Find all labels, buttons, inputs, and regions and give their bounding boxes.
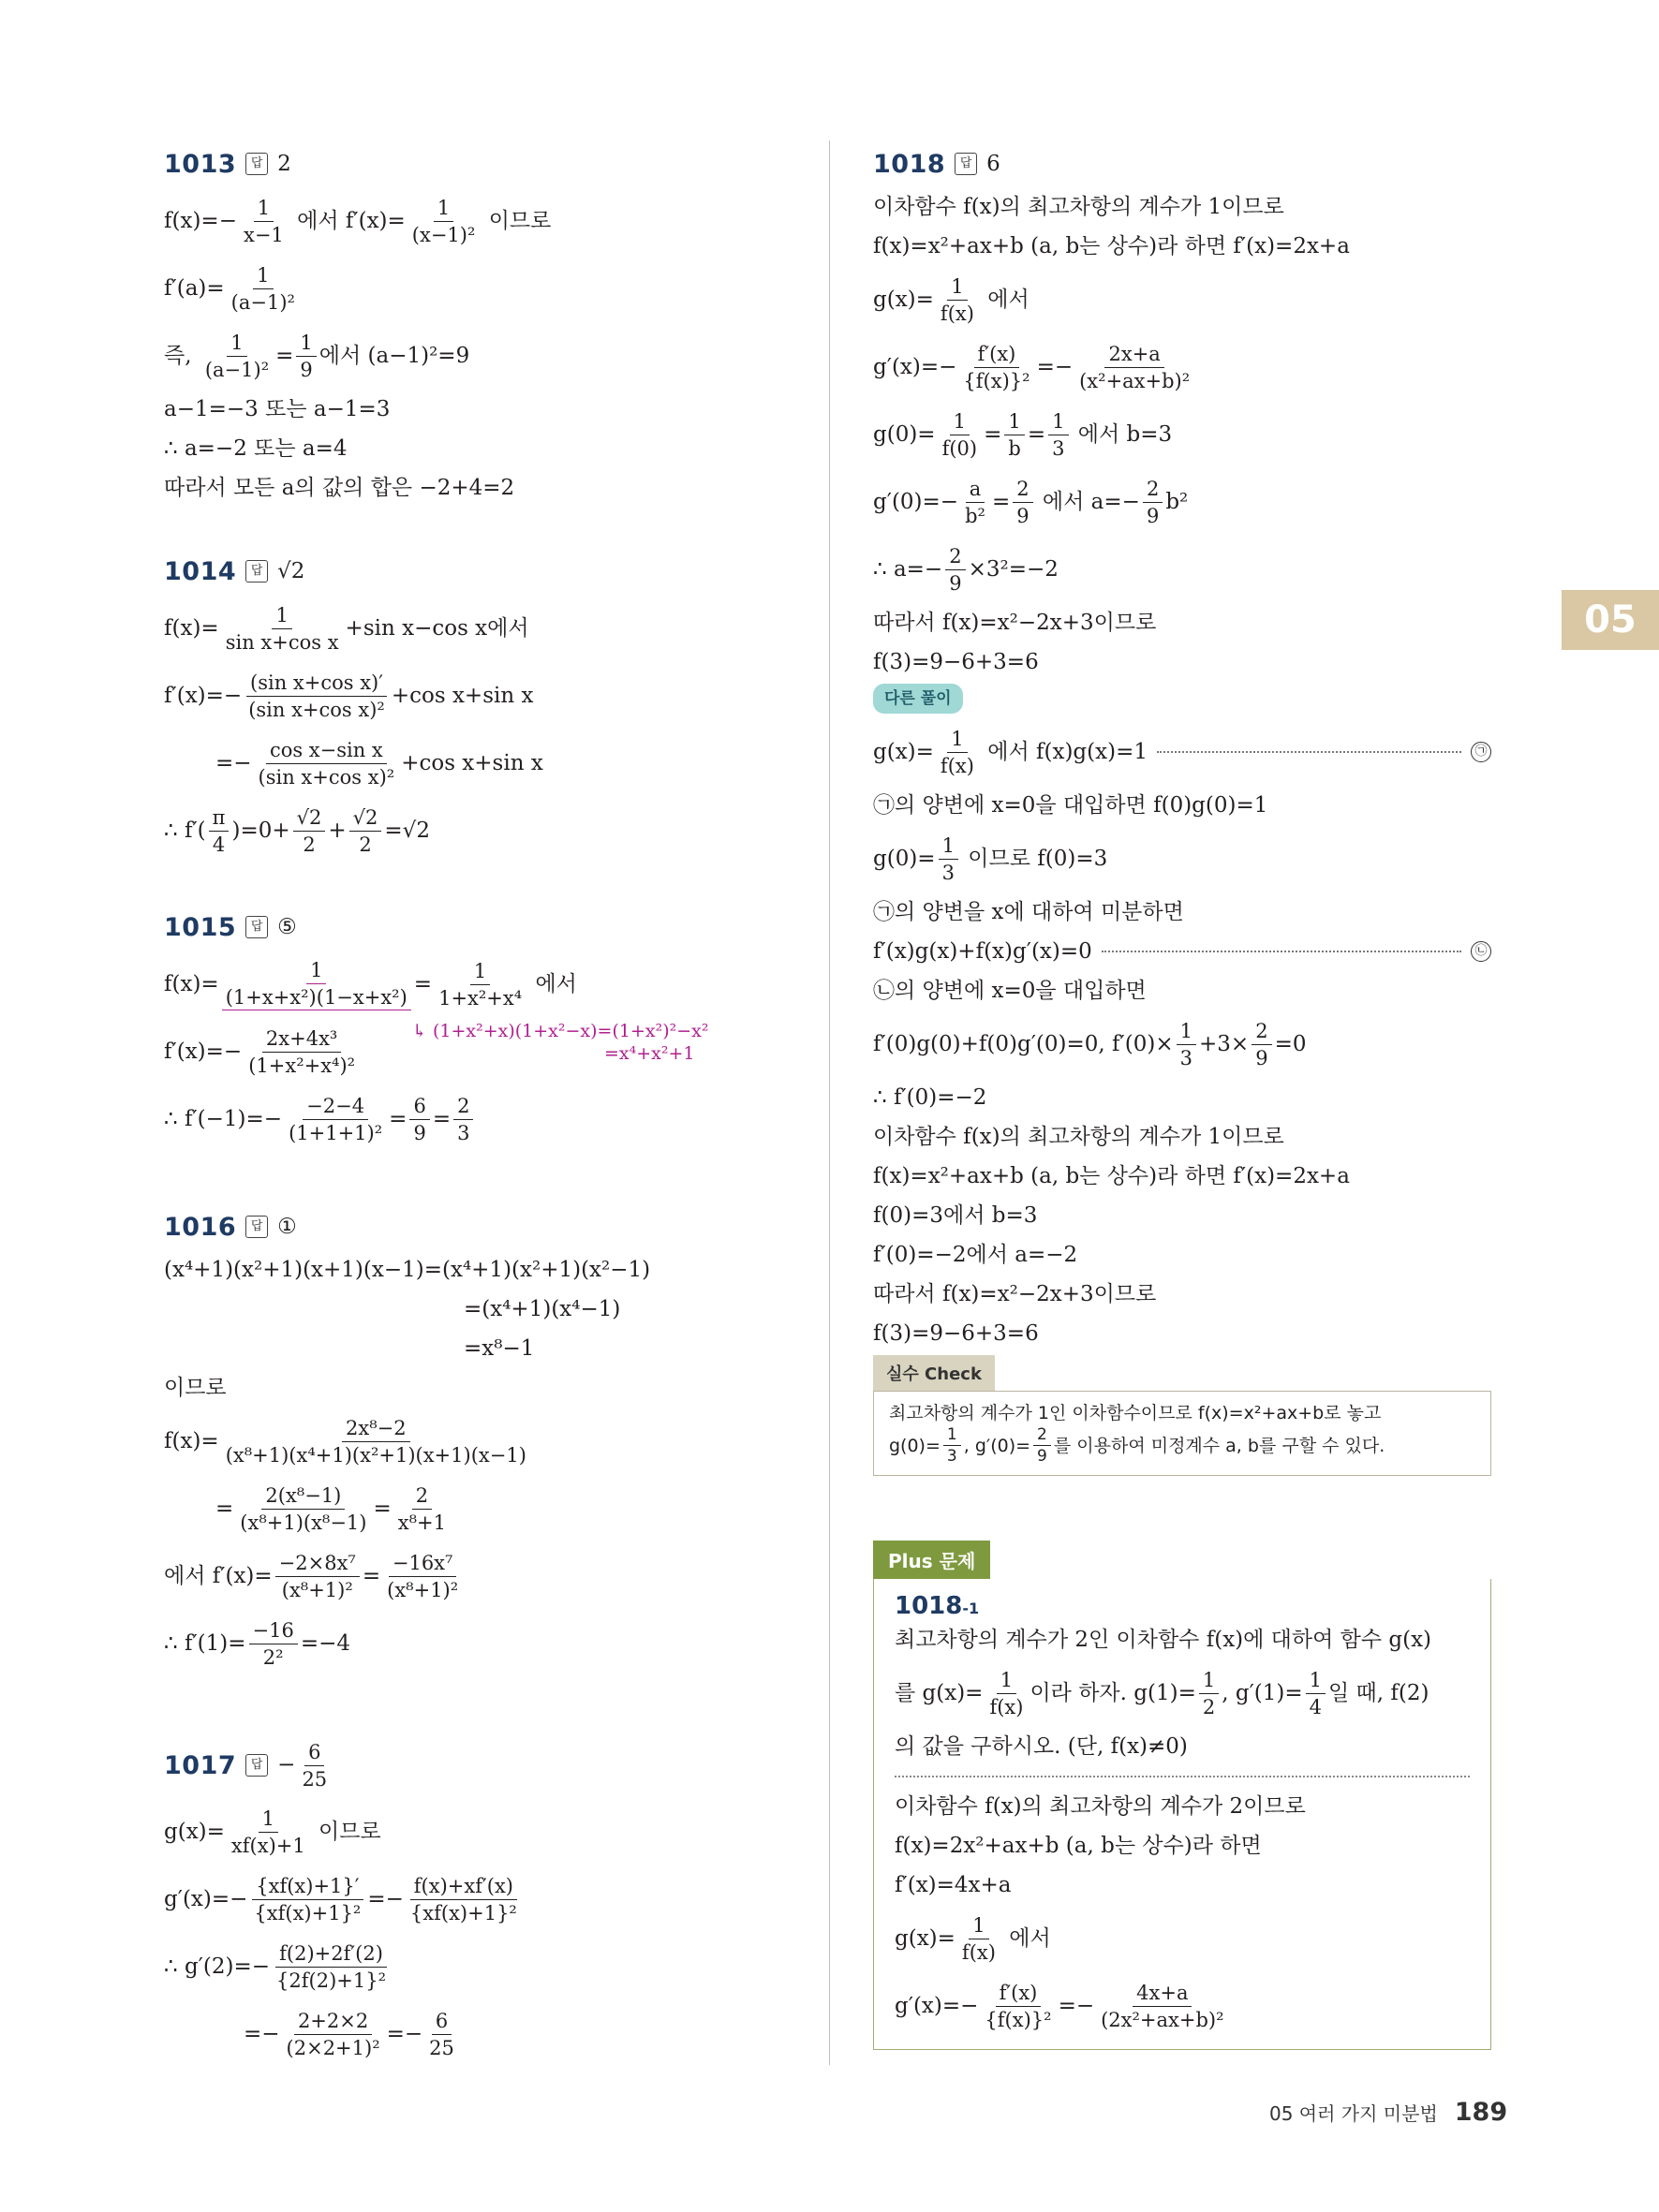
- solution-line: ∴ f′(1)= $\frac{-16}{\text{2²}}$ =−4: [164, 1618, 351, 1669]
- solution-line: = $\frac{\text{2(x⁸−1)}}{\text{(x⁸+1)(x⁸−1)}}$ = $\frac{2}{\text{x⁸+1}}$: [215, 1483, 446, 1534]
- dot-leader: [1157, 751, 1461, 753]
- solution-line: 이차함수 f(x)의 최고차항의 계수가 1이므로: [873, 195, 1284, 219]
- answer-value: ⑤: [277, 915, 297, 939]
- solution-line: f(3)=9−6+3=6: [873, 650, 1039, 674]
- solution-line: g(x)= $\frac{1}{f(x)}$ 에서 f(x)g(x)=1 ㉠: [873, 718, 1491, 786]
- answer-value: − $\frac{6}{25}$: [277, 1740, 328, 1791]
- solution-line: f(x)=2x²+ax+b (a, b는 상수)라 하면: [895, 1834, 1262, 1858]
- problem-number: 1016: [164, 1212, 237, 1242]
- solution-line: =− $\frac{\text{cos x−sin x}}{\text{(sin x+cos x)²}}$ +cos x+sin x: [215, 738, 543, 789]
- solution-line: =(x⁴+1)(x⁴−1): [464, 1297, 621, 1321]
- check-line: 최고차항의 계수가 1인 이차함수이므로 f(x)=x²+ax+b로 놓고: [889, 1403, 1382, 1423]
- problem-1016: [164, 1203, 820, 1677]
- solution-line: ∴ g′(2)=− $\frac{f(2)+2f'(2)}{\text{\{2f(2)+1\}²}}$: [164, 1941, 386, 1992]
- solution-line: f′(a)= $\frac{1}{\text{(a−1)²}}$: [164, 263, 295, 314]
- solution-line: ㉠의 양변에 x=0을 대입하면 f(0)g(0)=1: [873, 793, 1268, 818]
- solution-line: ㉠의 양변을 x에 대하여 미분하면: [873, 900, 1184, 924]
- question-line: 의 값을 구하시오. (단, f(x)≠0): [895, 1734, 1188, 1759]
- answer-value: 2: [277, 152, 291, 176]
- solution-line: ∴ f′(0)=−2: [873, 1085, 987, 1110]
- solution-line: g(0)= $\frac{1}{f(0)}$ = $\frac{1}{b}$ = $\frac{1}{3}$ 에서 b=3: [873, 409, 1173, 460]
- solution-line: =− $\frac{2+2\times 2}{\text{(2×2+1)²}}$ =− $\frac{6}{25}$: [244, 2009, 454, 2059]
- dot-leader: [1102, 951, 1461, 952]
- solution-line: f(x)= $\frac{1}{\text{sin x+cos x}}$ +sin x−cos x에서: [164, 603, 529, 654]
- solution-line: f(x)=x²+ax+b (a, b는 상수)라 하면 f′(x)=2x+a: [873, 1164, 1350, 1188]
- solution-line: g(0)= $\frac{1}{3}$ 이므로 f(0)=3: [873, 833, 1108, 884]
- solution-line: ∴ f′(−1)=− $\frac{-2-4}{\text{(1+1+1)²}}$ = $\frac{6}{9}$ = $\frac{2}{3}$: [164, 1085, 820, 1153]
- answer-value: √2: [277, 559, 305, 583]
- check-tab: 실수 Check: [873, 1355, 995, 1391]
- question-line: 최고차항의 계수가 2인 이차함수 f(x)에 대하여 함수 g(x): [895, 1628, 1432, 1652]
- solution-line: f′(x)=− $\frac{\text{2x+4x³}}{\text{(1+x²+x⁴)²}}$ ↳ (1+x²+x)(1+x²−x)=(1+x²)²−x² =x⁴+x²+1: [164, 1021, 709, 1077]
- answer-icon: 답: [245, 1754, 268, 1777]
- solution-line: f(0)=3에서 b=3: [873, 1203, 1038, 1228]
- solution-line: 따라서 f(x)=x²−2x+3이므로: [873, 1282, 1157, 1306]
- check-line: g(0)= $\frac{1}{3}$ , g′(0)= $\frac{2}{9}$ 를 이용하여 미정계수 a, b를 구할 수 있다.: [889, 1425, 1385, 1466]
- problem-number: 1017: [164, 1750, 237, 1780]
- alternate-solution: [873, 679, 1491, 1353]
- problem-1018: [873, 140, 1491, 682]
- plus-problem-number: 1018-1: [895, 1592, 980, 1620]
- solution-line: f(x)=x²+ax+b (a, b는 상수)라 하면 f′(x)=2x+a: [873, 234, 1350, 258]
- answer-icon: 답: [245, 916, 268, 938]
- solution-line: 이차함수 f(x)의 최고차항의 계수가 2이므로: [895, 1794, 1306, 1819]
- solution-line: (x⁴+1)(x²+1)(x+1)(x−1)=(x⁴+1)(x²+1)(x²−1): [164, 1258, 651, 1282]
- solution-line: 에서 f′(x)= $\frac{\text{−2×8x⁷}}{\text{(x⁸+1)²}}$ = $\frac{\text{−16x⁷}}{\text{(x⁸+1)²}}$: [164, 1551, 459, 1601]
- solution-line: f(x)= $\frac{\text{2x⁸−2}}{\text{(x⁸+1)(x⁴+1)(x²+1)(x+1)(x−1)}}$: [164, 1416, 526, 1467]
- column-divider: [829, 140, 830, 2065]
- circled-label: ㉠: [1471, 742, 1491, 762]
- solution-line: f(x)= $\frac{1}{\text{(1+x+x²)(1−x+x²)}}$ = $\frac{1}{\text{1+x²+x⁴}}$ 에서: [164, 959, 577, 1010]
- dotted-separator: [895, 1776, 1470, 1777]
- solution-line: g′(x)=− $\frac{f'(x)}{\text{\{f(x)\}²}}$ =− $\frac{2x+a}{\text{(x²+ax+b)²}}$: [873, 342, 1191, 392]
- solution-line: 즉, $\frac{1}{\text{(a−1)²}}$ = $\frac{1}{9}$ 에서 (a−1)²=9: [164, 331, 470, 381]
- problem-1015: [164, 904, 820, 1153]
- solution-line: 따라서 f(x)=x²−2x+3이므로: [873, 611, 1157, 635]
- problem-1013: [164, 140, 820, 508]
- solution-line: f′(0)=−2에서 a=−2: [873, 1243, 1078, 1267]
- solution-line: f′(x)=− $\frac{\text{(sin x+cos x)′}}{\text{(sin x+cos x)²}}$ +cos x+sin x: [164, 671, 534, 721]
- solution-line: =x⁸−1: [464, 1336, 535, 1361]
- solution-line: g(x)= $\frac{1}{f(x)}$ 에서: [895, 1913, 1051, 1964]
- solution-line: g′(x)=− $\frac{f'(x)}{\text{\{f(x)\}²}}$ =− $\frac{4x+a}{\text{(2x²+ax+b)²}}$: [895, 1981, 1224, 2031]
- page-number: 189: [1454, 2098, 1508, 2127]
- problem-number: 1018: [873, 149, 946, 179]
- solution-line: g′(x)=− $\frac{\{xf(x)+1\}'}{\text{\{xf(x)+1\}²}}$ =− $\frac{f(x)+xf'(x)}{\text{\{xf(x)+1\}²}}$: [164, 1874, 517, 1924]
- question-line: 를 g(x)= $\frac{1}{f(x)}$ 이라 하자. g(1)= $\frac{1}{2}$ , g′(1)= $\frac{1}{4}$ 일 때, f(2): [895, 1668, 1429, 1718]
- mistake-check-box: [873, 1355, 1491, 1476]
- chapter-side-tab: 05: [1562, 590, 1659, 650]
- solution-line: 따라서 모든 a의 값의 합은 −2+4=2: [164, 476, 515, 500]
- solution-line: f′(x)=4x+a: [895, 1873, 1012, 1897]
- solution-line: ∴ f′( $\frac{\pi}{4}$ )=0+ $\frac{√2}{2}$ + $\frac{√2}{2}$ =√2: [164, 805, 430, 856]
- answer-icon: 답: [245, 1216, 268, 1238]
- answer-icon: 답: [955, 153, 977, 175]
- solution-line: 이므로: [164, 1376, 227, 1400]
- chapter-title: 05 여러 가지 미분법: [1269, 2102, 1438, 2125]
- plus-problem-box: [873, 1541, 1491, 2050]
- solution-line: f′(0)g(0)+f(0)g′(0)=0, f′(0)× $\frac{1}{3}$ +3× $\frac{2}{9}$ =0: [873, 1019, 1307, 1069]
- problem-1017: [164, 1733, 820, 2068]
- answer-value: 6: [986, 152, 1000, 176]
- answer-value: ①: [277, 1215, 297, 1239]
- solution-line: a−1=−3 또는 a−1=3: [164, 397, 391, 421]
- problem-number: 1014: [164, 556, 237, 586]
- solution-line: ∴ a=−2 또는 a=4: [164, 436, 348, 461]
- solution-line: f′(x)g(x)+f(x)g′(x)=0 ㉡: [873, 932, 1491, 971]
- solution-line: g(x)= $\frac{1}{f(x)}$ 에서: [873, 274, 1029, 325]
- page-footer: [1269, 2098, 1507, 2127]
- solution-line: f(x)=− $\frac{1}{x-1}$ 에서 f′(x)= $\frac{1}{\text{(x−1)²}}$ 이므로: [164, 196, 552, 246]
- circled-label: ㉡: [1471, 941, 1491, 962]
- solution-line: ∴ a=− $\frac{2}{9}$ ×3²=−2: [873, 544, 1059, 595]
- alt-solution-badge: 다른 풀이: [873, 684, 963, 714]
- answer-icon: 답: [245, 153, 268, 175]
- problem-number: 1015: [164, 912, 237, 942]
- solution-line: ㉡의 양변에 x=0을 대입하면: [873, 979, 1147, 1003]
- solution-line: g′(0)=− $\frac{a}{\text{b²}}$ = $\frac{2}{9}$ 에서 a=− $\frac{2}{9}$ b²: [873, 477, 1189, 527]
- factor-annotation: ↳ (1+x²+x)(1+x²−x)=(1+x²)²−x² =x⁴+x²+1: [412, 1021, 709, 1064]
- problem-number: 1013: [164, 149, 237, 179]
- plus-tab: Plus 문제: [873, 1541, 990, 1579]
- solution-line: f(3)=9−6+3=6: [873, 1321, 1039, 1346]
- problem-1014: [164, 548, 820, 864]
- solution-line: g(x)= $\frac{1}{xf(x)+1}$ 이므로: [164, 1806, 381, 1857]
- solution-line: 이차함수 f(x)의 최고차항의 계수가 1이므로: [873, 1125, 1284, 1149]
- answer-icon: 답: [245, 560, 268, 582]
